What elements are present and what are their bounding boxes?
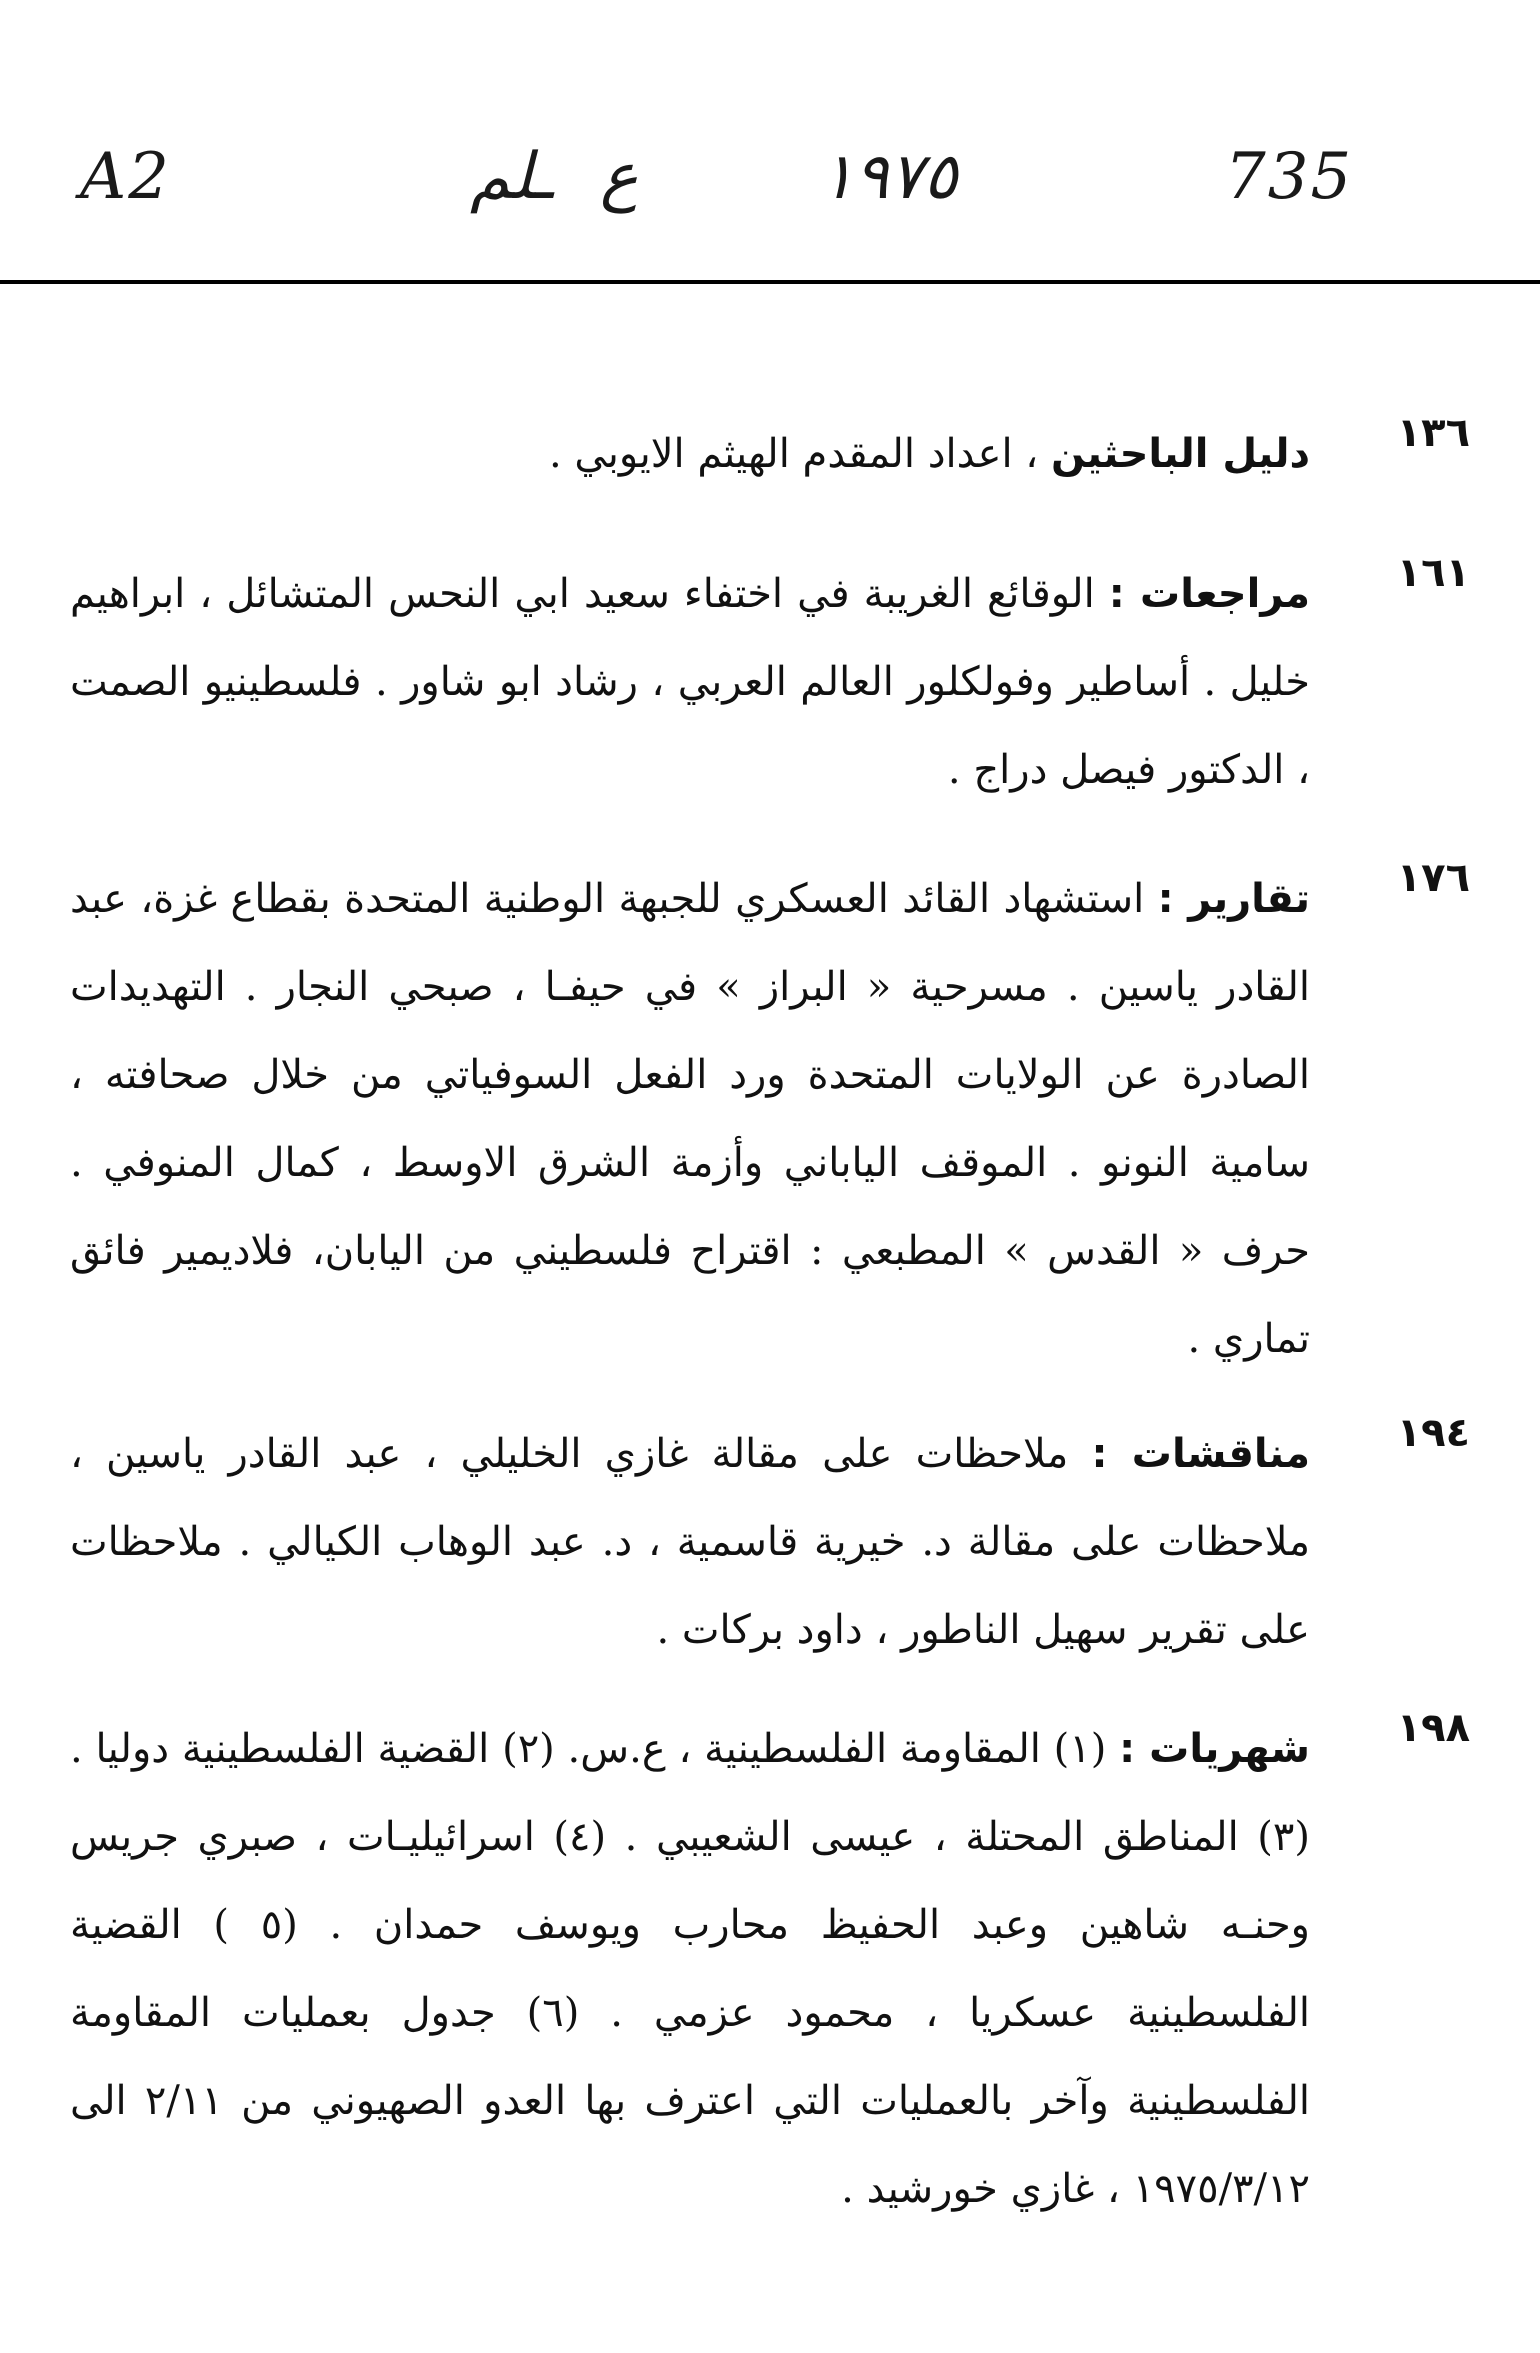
entry-page-number: ١٦١ <box>1396 550 1470 596</box>
entry-page-number: ١٩٤ <box>1396 1410 1470 1456</box>
toc-entry <box>70 410 1470 498</box>
toc-entry <box>70 1410 1470 1674</box>
toc-entry <box>70 1705 1470 2233</box>
entry-body <box>70 1410 1310 1674</box>
entry-category: مناقشات : <box>1091 1431 1310 1477</box>
toc-entry <box>70 550 1470 814</box>
entry-category: دليل الباحثين <box>1050 431 1310 477</box>
entry-body <box>70 410 1310 498</box>
handwritten-number: 735 <box>1225 140 1354 214</box>
entry-page-number: ١٧٦ <box>1396 855 1470 901</box>
entry-category: شهريات : <box>1119 1726 1311 1772</box>
handwritten-abbreviation: ـلم <box>470 140 553 214</box>
entry-text: استشهاد القائد العسكري للجبهة الوطنية المتحدة بقطاع غزة، عبد القادر ياسين . مسرحية « البراز » في حيفـا ، صبحي النجار . التهديدات الصادرة عن الولايات المتحدة ورد الفعل السوفياتي من خلال صحافته ، سامية النونو . الموقف الياباني وأزمة الشرق الاوسط ، كمال المنوفي . حرف « القدس » المطبعي : اقتراح فلسطيني من اليابان، فلاديمير فائق تماري . <box>70 876 1310 1362</box>
handwritten-reference: A2 <box>80 140 171 214</box>
header-divider <box>0 280 1540 284</box>
entry-text: الوقائع الغريبة في اختفاء سعيد ابي النحس المتشائل ، ابراهيم خليل . أساطير وفولكلور العالم العربي ، رشاد ابو شاور . فلسطينيو الصمت ، الدكتور فيصل دراج . <box>70 571 1310 793</box>
handwritten-letter: ع <box>600 140 639 214</box>
entry-page-number: ١٣٦ <box>1396 410 1470 456</box>
entry-text: ، اعداد المقدم الهيثم الايوبي . <box>549 431 1039 477</box>
entry-page-number: ١٩٨ <box>1396 1705 1470 1751</box>
entry-category: مراجعات : <box>1108 571 1310 617</box>
entry-body <box>70 855 1310 1383</box>
toc-entry <box>70 855 1470 1383</box>
handwritten-year: ١٩٧٥ <box>820 140 958 214</box>
entry-text: (١) المقاومة الفلسطينية ، ع.س. (٢) القضية الفلسطينية دوليا . (٣) المناطق المحتلة ، عيسى الشعيبي . (٤) اسرائيليـات ، صبري جريس وحنـه شاهين وعبد الحفيظ محارب ويوسف حمدان . (٥ ) القضية الفلسطينية عسكريا ، محمود عزمي . (٦) جدول بعمليات المقاومة الفلسطينية وآخر بالعمليات التي اعترف بها العدو الصهيوني من ٢/١١ الى ١٩٧٥/٣/١٢ ، غازي خورشيد . <box>70 1726 1310 2212</box>
entry-body <box>70 550 1310 814</box>
entry-category: تقارير : <box>1157 876 1310 922</box>
entry-text: ملاحظات على مقالة غازي الخليلي ، عبد القادر ياسين ، ملاحظات على مقالة د. خيرية قاسمية ، د. عبد الوهاب الكيالي . ملاحظات على تقرير سهيل الناطور ، داود بركات . <box>70 1431 1310 1653</box>
entry-body <box>70 1705 1310 2233</box>
